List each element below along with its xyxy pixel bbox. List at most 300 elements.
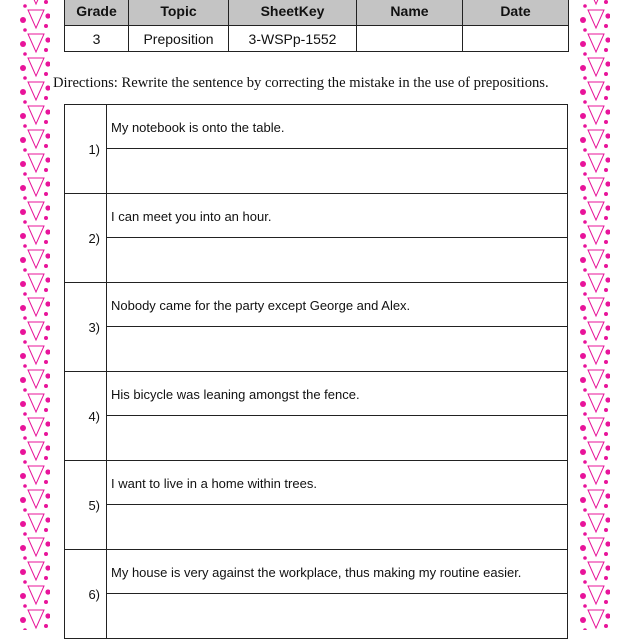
border-triangle (588, 346, 604, 364)
border-triangle (28, 322, 44, 340)
directions-text: Directions: Rewrite the sentence by correcting the mistake in the use of prepositions. (53, 75, 549, 91)
border-dot (580, 449, 586, 455)
border-dot (45, 349, 50, 354)
border-dot (45, 37, 50, 42)
border-dot (44, 192, 48, 196)
border-dot (580, 41, 586, 47)
border-dot (580, 329, 586, 335)
border-dot (604, 0, 608, 4)
border-triangle (588, 130, 604, 148)
border-dot (604, 624, 608, 628)
border-dot (604, 360, 608, 364)
border-dot (580, 89, 586, 95)
question-row (65, 461, 567, 550)
sheetkey-header: SheetKey (229, 0, 357, 26)
border-dot (580, 281, 586, 287)
border-dot (604, 552, 608, 556)
border-triangle (28, 0, 44, 4)
border-triangle (588, 442, 604, 460)
border-dot (45, 589, 50, 594)
border-dot (20, 185, 26, 191)
border-dot (604, 48, 608, 52)
border-dot (605, 133, 610, 138)
border-dot (604, 168, 608, 172)
border-triangle (588, 562, 604, 580)
border-dot (605, 349, 610, 354)
border-dot (23, 556, 27, 560)
border-dot (604, 264, 608, 268)
border-dot (45, 109, 50, 114)
border-dot (20, 377, 26, 383)
border-dot (604, 528, 608, 532)
border-dot (23, 340, 27, 344)
border-dot (580, 473, 586, 479)
border-dot (580, 137, 586, 143)
answer-line[interactable] (107, 238, 567, 282)
border-dot (604, 24, 608, 28)
border-dot (20, 161, 26, 167)
border-dot (45, 61, 50, 66)
border-dot (44, 312, 48, 316)
border-dot (604, 384, 608, 388)
border-dot (580, 17, 586, 23)
border-dot (23, 316, 27, 320)
border-triangle (28, 106, 44, 124)
border-dot (23, 292, 27, 296)
border-dot (20, 473, 26, 479)
border-dot (604, 600, 608, 604)
border-dot (580, 617, 586, 623)
border-dot (604, 336, 608, 340)
border-dot (45, 421, 50, 426)
border-dot (23, 388, 27, 392)
border-triangle (28, 538, 44, 556)
border-triangle (28, 514, 44, 532)
question-number: 6) (65, 550, 107, 638)
border-dot (605, 589, 610, 594)
border-dot (605, 13, 610, 18)
border-dot (604, 72, 608, 76)
border-dot (23, 532, 27, 536)
border-triangle (28, 586, 44, 604)
border-dot (23, 76, 27, 80)
border-dot (45, 613, 50, 618)
worksheet-header-table (64, 0, 569, 52)
border-dot (44, 576, 48, 580)
border-dot (20, 449, 26, 455)
questions-table (64, 104, 568, 639)
answer-line[interactable] (107, 149, 567, 193)
question-number: 3) (65, 283, 107, 371)
border-triangle (588, 0, 604, 4)
border-dot (580, 257, 586, 263)
question-row (65, 550, 567, 639)
border-triangle (588, 274, 604, 292)
border-triangle (28, 370, 44, 388)
border-dot (23, 460, 27, 464)
border-dot (23, 28, 27, 32)
border-dot (20, 545, 26, 551)
question-sentence: I can meet you into an hour. (107, 194, 567, 238)
border-dot (20, 353, 26, 359)
border-triangle (588, 106, 604, 124)
border-dot (44, 552, 48, 556)
question-row (65, 194, 567, 283)
border-triangle (28, 346, 44, 364)
border-triangle (28, 562, 44, 580)
border-triangle (588, 58, 604, 76)
border-dot (23, 124, 27, 128)
border-dot (580, 497, 586, 503)
border-dot (44, 0, 48, 4)
border-dot (583, 412, 587, 416)
border-dot (23, 268, 27, 272)
border-dot (44, 336, 48, 340)
border-dot (583, 556, 587, 560)
border-dot (23, 436, 27, 440)
border-dot (45, 301, 50, 306)
border-triangle (28, 202, 44, 220)
border-dot (45, 397, 50, 402)
left-decorative-border (18, 0, 50, 630)
border-triangle (28, 610, 44, 628)
border-dot (580, 377, 586, 383)
border-dot (44, 120, 48, 124)
question-sentence: His bicycle was leaning amongst the fence. (107, 372, 567, 416)
border-dot (45, 565, 50, 570)
date-field[interactable] (463, 26, 569, 52)
grade-header: Grade (65, 0, 129, 26)
border-triangle (588, 82, 604, 100)
border-dot (23, 604, 27, 608)
border-dot (23, 172, 27, 176)
border-dot (605, 421, 610, 426)
border-dot (605, 469, 610, 474)
border-dot (45, 469, 50, 474)
border-dot (23, 4, 27, 8)
border-dot (20, 65, 26, 71)
border-dot (45, 445, 50, 450)
border-dot (44, 144, 48, 148)
border-triangle (588, 250, 604, 268)
border-dot (20, 521, 26, 527)
border-dot (23, 148, 27, 152)
border-dot (583, 4, 587, 8)
border-dot (20, 593, 26, 599)
border-dot (580, 305, 586, 311)
border-dot (44, 600, 48, 604)
border-dot (44, 504, 48, 508)
border-dot (583, 244, 587, 248)
border-dot (605, 493, 610, 498)
border-dot (20, 137, 26, 143)
border-dot (604, 192, 608, 196)
border-dot (605, 85, 610, 90)
header-row (65, 0, 569, 26)
border-dot (583, 460, 587, 464)
answer-line[interactable] (107, 327, 567, 371)
border-dot (20, 17, 26, 23)
border-dot (20, 425, 26, 431)
border-dot (604, 480, 608, 484)
border-dot (604, 504, 608, 508)
border-dot (605, 301, 610, 306)
border-dot (45, 277, 50, 282)
border-dot (20, 617, 26, 623)
border-triangle (28, 490, 44, 508)
border-dot (45, 181, 50, 186)
border-triangle (588, 178, 604, 196)
border-dot (23, 364, 27, 368)
sheetkey-value: 3-WSPp-1552 (229, 26, 357, 52)
border-dot (580, 569, 586, 575)
border-dot (580, 161, 586, 167)
border-dot (580, 209, 586, 215)
border-triangle (588, 586, 604, 604)
border-dot (605, 181, 610, 186)
border-dot (605, 397, 610, 402)
border-dot (605, 325, 610, 330)
date-header: Date (463, 0, 569, 26)
border-triangle (588, 490, 604, 508)
border-dot (604, 120, 608, 124)
border-triangle (28, 274, 44, 292)
border-dot (23, 220, 27, 224)
border-dot (20, 497, 26, 503)
border-dot (45, 517, 50, 522)
border-dot (583, 436, 587, 440)
border-dot (45, 157, 50, 162)
border-dot (44, 408, 48, 412)
border-triangle (588, 298, 604, 316)
border-dot (44, 480, 48, 484)
border-triangle (28, 58, 44, 76)
border-triangle (588, 202, 604, 220)
border-dot (44, 168, 48, 172)
border-dot (580, 65, 586, 71)
border-dot (605, 541, 610, 546)
border-dot (45, 541, 50, 546)
border-dot (604, 96, 608, 100)
border-dot (23, 412, 27, 416)
border-dot (583, 76, 587, 80)
border-dot (20, 401, 26, 407)
grade-value: 3 (65, 26, 129, 52)
border-dot (583, 268, 587, 272)
border-dot (580, 593, 586, 599)
border-dot (23, 580, 27, 584)
border-triangle (28, 34, 44, 52)
border-dot (583, 484, 587, 488)
border-dot (583, 220, 587, 224)
border-dot (20, 257, 26, 263)
border-dot (583, 364, 587, 368)
border-dot (580, 233, 586, 239)
border-dot (583, 388, 587, 392)
border-dot (605, 613, 610, 618)
border-triangle (28, 442, 44, 460)
border-triangle (28, 298, 44, 316)
border-dot (583, 580, 587, 584)
border-dot (605, 157, 610, 162)
border-triangle (28, 178, 44, 196)
border-dot (44, 384, 48, 388)
border-dot (45, 493, 50, 498)
question-row (65, 372, 567, 461)
border-dot (45, 373, 50, 378)
border-dot (23, 52, 27, 56)
border-dot (23, 244, 27, 248)
border-dot (583, 604, 587, 608)
question-sentence: My notebook is onto the table. (107, 105, 567, 149)
border-dot (20, 233, 26, 239)
border-dot (45, 325, 50, 330)
border-dot (44, 264, 48, 268)
border-dot (20, 305, 26, 311)
border-dot (604, 432, 608, 436)
border-triangle (588, 538, 604, 556)
border-dot (23, 100, 27, 104)
question-number: 1) (65, 105, 107, 193)
border-dot (23, 196, 27, 200)
border-dot (580, 113, 586, 119)
border-dot (583, 100, 587, 104)
border-triangle (28, 466, 44, 484)
border-dot (583, 52, 587, 56)
border-dot (20, 41, 26, 47)
border-dot (583, 316, 587, 320)
border-dot (604, 216, 608, 220)
border-dot (605, 517, 610, 522)
border-triangle (28, 226, 44, 244)
border-dot (20, 281, 26, 287)
border-dot (20, 209, 26, 215)
question-sentence: My house is very against the workplace, thus making my routine easier. (107, 550, 567, 594)
border-dot (604, 576, 608, 580)
border-dot (23, 484, 27, 488)
border-dot (580, 521, 586, 527)
question-number: 4) (65, 372, 107, 460)
question-number: 5) (65, 461, 107, 549)
border-triangle (588, 226, 604, 244)
border-dot (44, 96, 48, 100)
border-dot (44, 288, 48, 292)
border-dot (23, 508, 27, 512)
border-dot (605, 445, 610, 450)
border-triangle (588, 34, 604, 52)
border-triangle (28, 394, 44, 412)
border-dot (20, 89, 26, 95)
border-dot (44, 624, 48, 628)
border-triangle (28, 250, 44, 268)
border-triangle (588, 154, 604, 172)
border-dot (605, 109, 610, 114)
border-dot (580, 545, 586, 551)
border-dot (605, 37, 610, 42)
border-triangle (28, 154, 44, 172)
border-dot (605, 253, 610, 258)
border-dot (580, 185, 586, 191)
border-dot (44, 456, 48, 460)
right-decorative-border (578, 0, 610, 630)
answer-line[interactable] (107, 416, 567, 460)
border-dot (604, 312, 608, 316)
border-dot (604, 288, 608, 292)
name-field[interactable] (357, 26, 463, 52)
border-dot (604, 408, 608, 412)
answer-line[interactable] (107, 505, 567, 549)
border-dot (20, 569, 26, 575)
border-dot (45, 229, 50, 234)
topic-value: Preposition (129, 26, 229, 52)
border-dot (605, 565, 610, 570)
border-dot (583, 532, 587, 536)
border-triangle (28, 130, 44, 148)
border-triangle (588, 466, 604, 484)
border-dot (45, 205, 50, 210)
border-dot (583, 172, 587, 176)
border-dot (20, 113, 26, 119)
border-dot (580, 353, 586, 359)
border-dot (44, 72, 48, 76)
border-triangle (28, 82, 44, 100)
question-row (65, 283, 567, 372)
border-dot (605, 229, 610, 234)
border-dot (605, 277, 610, 282)
name-header: Name (357, 0, 463, 26)
question-row (65, 105, 567, 194)
border-triangle (588, 514, 604, 532)
answer-line[interactable] (107, 594, 567, 638)
border-dot (583, 292, 587, 296)
border-dot (583, 28, 587, 32)
border-triangle (588, 322, 604, 340)
border-dot (583, 196, 587, 200)
border-triangle (28, 418, 44, 436)
border-dot (580, 425, 586, 431)
border-triangle (588, 370, 604, 388)
border-dot (604, 240, 608, 244)
border-dot (604, 456, 608, 460)
border-dot (605, 61, 610, 66)
border-dot (583, 124, 587, 128)
border-dot (44, 528, 48, 532)
border-dot (583, 148, 587, 152)
border-dot (580, 401, 586, 407)
border-dot (44, 48, 48, 52)
border-triangle (28, 10, 44, 28)
border-dot (44, 24, 48, 28)
border-dot (44, 216, 48, 220)
border-dot (44, 432, 48, 436)
border-triangle (588, 394, 604, 412)
border-dot (44, 240, 48, 244)
border-dot (45, 85, 50, 90)
question-sentence: I want to live in a home within trees. (107, 461, 567, 505)
border-dot (605, 373, 610, 378)
border-triangle (588, 10, 604, 28)
border-dot (605, 205, 610, 210)
border-dot (45, 133, 50, 138)
value-row (65, 26, 569, 52)
border-dot (583, 508, 587, 512)
border-dot (20, 329, 26, 335)
border-triangle (588, 418, 604, 436)
border-dot (45, 13, 50, 18)
border-dot (583, 340, 587, 344)
question-number: 2) (65, 194, 107, 282)
border-dot (45, 253, 50, 258)
